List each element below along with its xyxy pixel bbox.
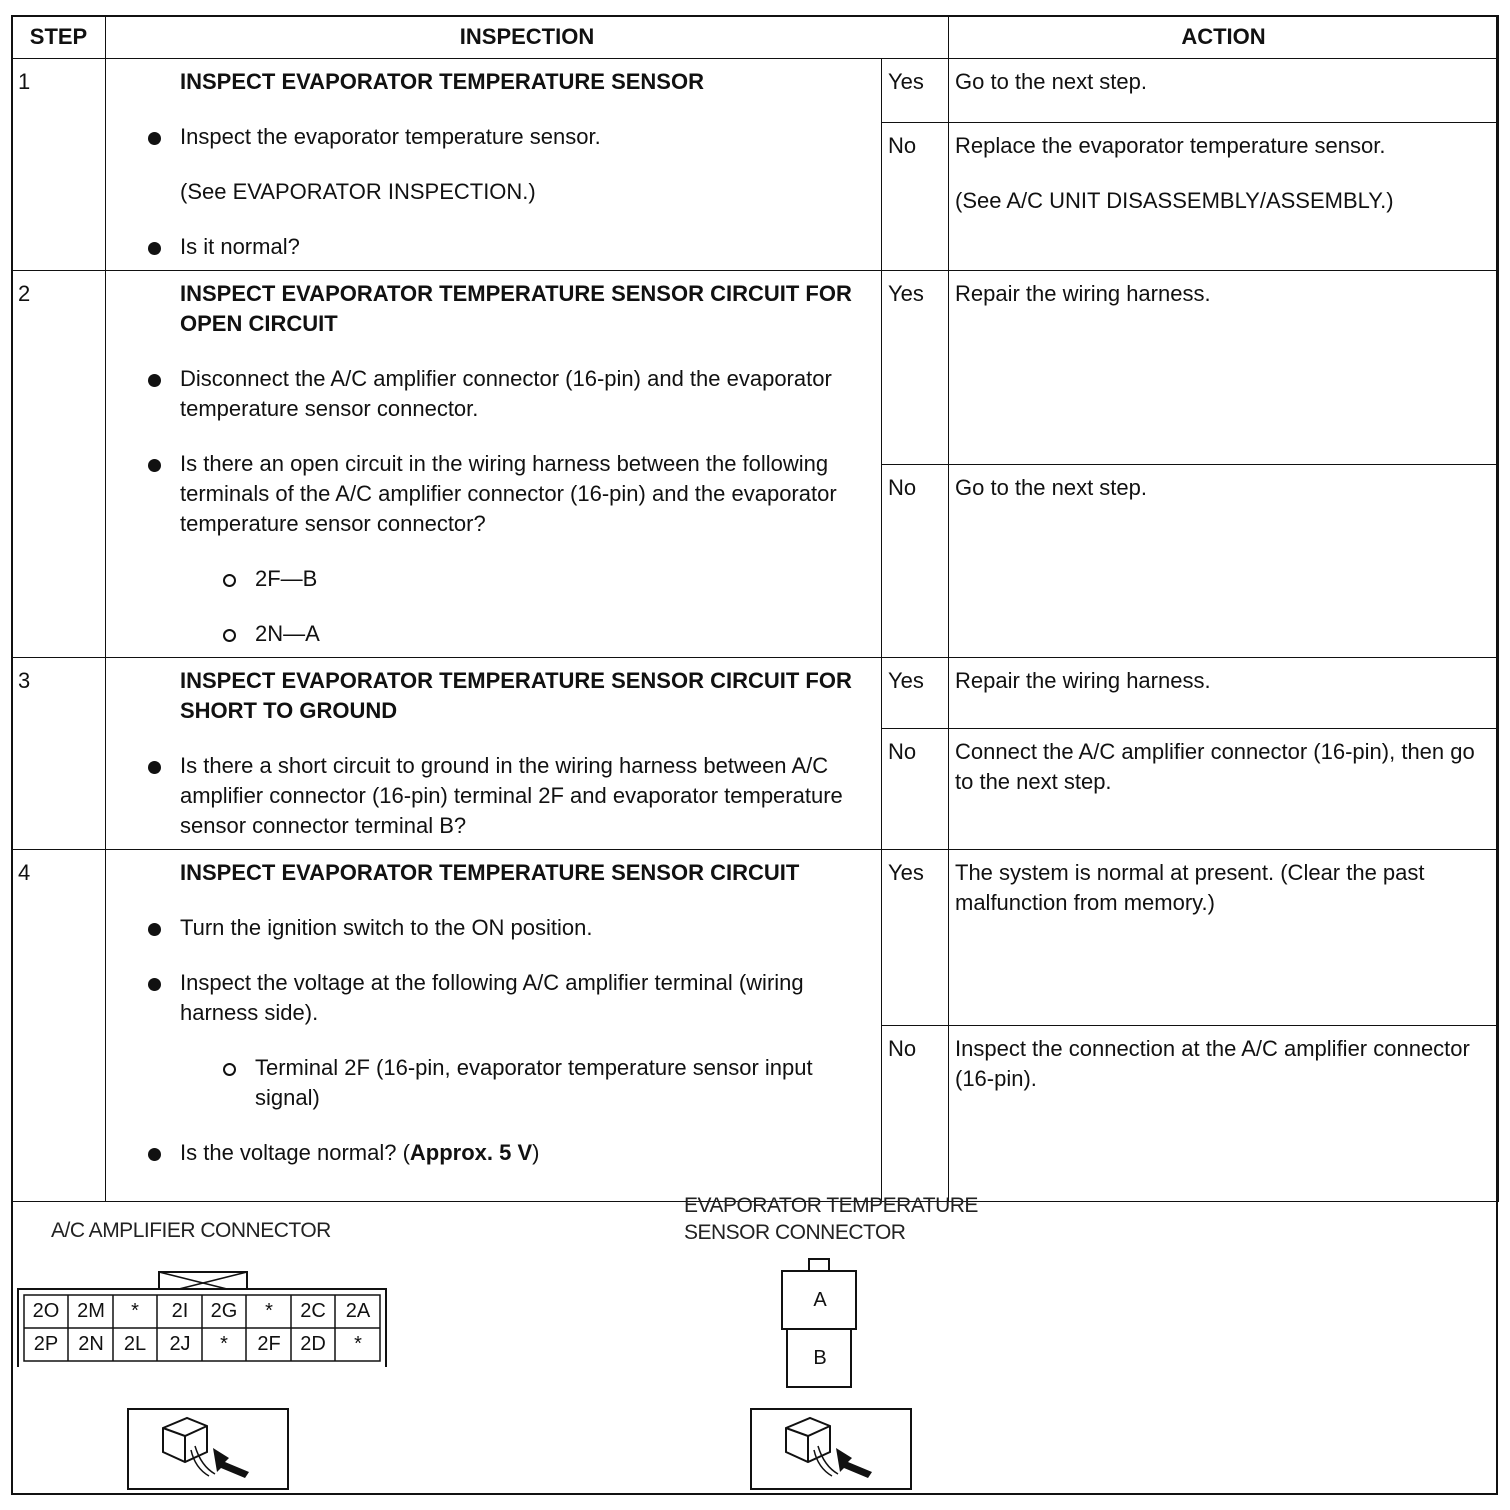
bullet-text-bold: Approx. 5 V	[409, 1140, 533, 1165]
pin-label: 2N	[78, 1333, 104, 1355]
bullet-text-pre: Is the voltage normal? (	[180, 1140, 410, 1165]
pin-label: B	[813, 1347, 827, 1369]
no-label: No	[882, 464, 949, 658]
bullet-item: Is there a short circuit to ground in the wiring harness between A/C amplifier connector (16-pin) terminal 2F and evaporator temperature sensor connector terminal B?	[180, 751, 871, 841]
yes-action: Repair the wiring harness.	[949, 658, 1499, 729]
yes-action: Go to the next step.	[949, 59, 1499, 123]
step-title: INSPECT EVAPORATOR TEMPERATURE SENSOR	[180, 69, 704, 94]
reference-note: (See EVAPORATOR INSPECTION.)	[180, 179, 536, 204]
step-number: 4	[12, 850, 106, 1202]
step-title: INSPECT EVAPORATOR TEMPERATURE SENSOR CIRCUIT FOR OPEN CIRCUIT	[180, 281, 852, 336]
no-label: No	[882, 729, 949, 850]
evaporator-connector-label-2: SENSOR CONNECTOR	[684, 1221, 906, 1244]
yes-label: Yes	[882, 271, 949, 465]
bullet-item: Is there an open circuit in the wiring harness between the following terminals of the A/C amplifier connector (16-pin) and the evaporator temperature sensor connector?	[180, 449, 871, 539]
pin-label: *	[354, 1333, 362, 1355]
bullet-text-post: )	[532, 1140, 540, 1165]
no-action: Connect the A/C amplifier connector (16-pin), then go to the next step.	[949, 729, 1499, 850]
reference-note: (See A/C UNIT DISASSEMBLY/ASSEMBLY.)	[955, 187, 1394, 213]
pin-label: *	[220, 1333, 228, 1355]
no-label: No	[882, 1026, 949, 1202]
step-number: 1	[12, 59, 106, 271]
step-title: INSPECT EVAPORATOR TEMPERATURE SENSOR CIRCUIT FOR SHORT TO GROUND	[180, 668, 852, 723]
no-label: No	[882, 122, 949, 270]
step-number: 3	[12, 658, 106, 850]
sub-item: Terminal 2F (16-pin, evaporator temperature sensor input signal)	[255, 1053, 871, 1113]
no-action-text: Replace the evaporator temperature sensor.	[955, 132, 1386, 158]
header-action: ACTION	[949, 16, 1499, 59]
pin-label: 2L	[123, 1333, 147, 1355]
pin-label: 2O	[32, 1300, 60, 1322]
evaporator-connector-label-1: EVAPORATOR TEMPERATURE	[684, 1194, 978, 1217]
bullet-item: Turn the ignition switch to the ON position.	[180, 913, 871, 943]
yes-label: Yes	[882, 850, 949, 1026]
step-title: INSPECT EVAPORATOR TEMPERATURE SENSOR CIRCUIT	[180, 860, 800, 885]
bullet-item: Is it normal?	[180, 232, 871, 262]
step-number: 2	[12, 271, 106, 658]
pin-label: 2I	[171, 1300, 189, 1322]
pin-label: 2M	[77, 1300, 105, 1322]
header-step: STEP	[12, 16, 106, 59]
bullet-item: Inspect the voltage at the following A/C amplifier terminal (wiring harness side).	[180, 968, 871, 1028]
pin-label: 2G	[210, 1300, 238, 1322]
pin-label: *	[265, 1300, 273, 1322]
pin-label: 2P	[33, 1333, 59, 1355]
bullet-item: Inspect the evaporator temperature sensor.	[180, 122, 871, 152]
no-action: Go to the next step.	[949, 464, 1499, 658]
pin-label: *	[131, 1300, 139, 1322]
bullet-item: Disconnect the A/C amplifier connector (16-pin) and the evaporator temperature sensor connector.	[180, 364, 871, 424]
pin-label: 2C	[300, 1300, 326, 1322]
page-border	[11, 15, 1498, 1495]
yes-action: Repair the wiring harness.	[949, 271, 1499, 465]
header-inspection: INSPECTION	[106, 16, 949, 59]
yes-label: Yes	[882, 658, 949, 729]
yes-label: Yes	[882, 59, 949, 123]
pin-label: 2J	[169, 1333, 191, 1355]
sub-item: 2N—A	[255, 619, 871, 649]
yes-action: The system is normal at present. (Clear the past malfunction from memory.)	[949, 850, 1499, 1026]
amplifier-connector-label: A/C AMPLIFIER CONNECTOR	[51, 1219, 331, 1242]
pin-label: 2A	[345, 1300, 371, 1322]
pin-label: A	[813, 1289, 827, 1311]
pin-label: 2F	[257, 1333, 281, 1355]
sub-item: 2F—B	[255, 564, 871, 594]
no-action: Inspect the connection at the A/C amplifier connector (16-pin).	[949, 1026, 1499, 1202]
pin-label: 2D	[300, 1333, 326, 1355]
